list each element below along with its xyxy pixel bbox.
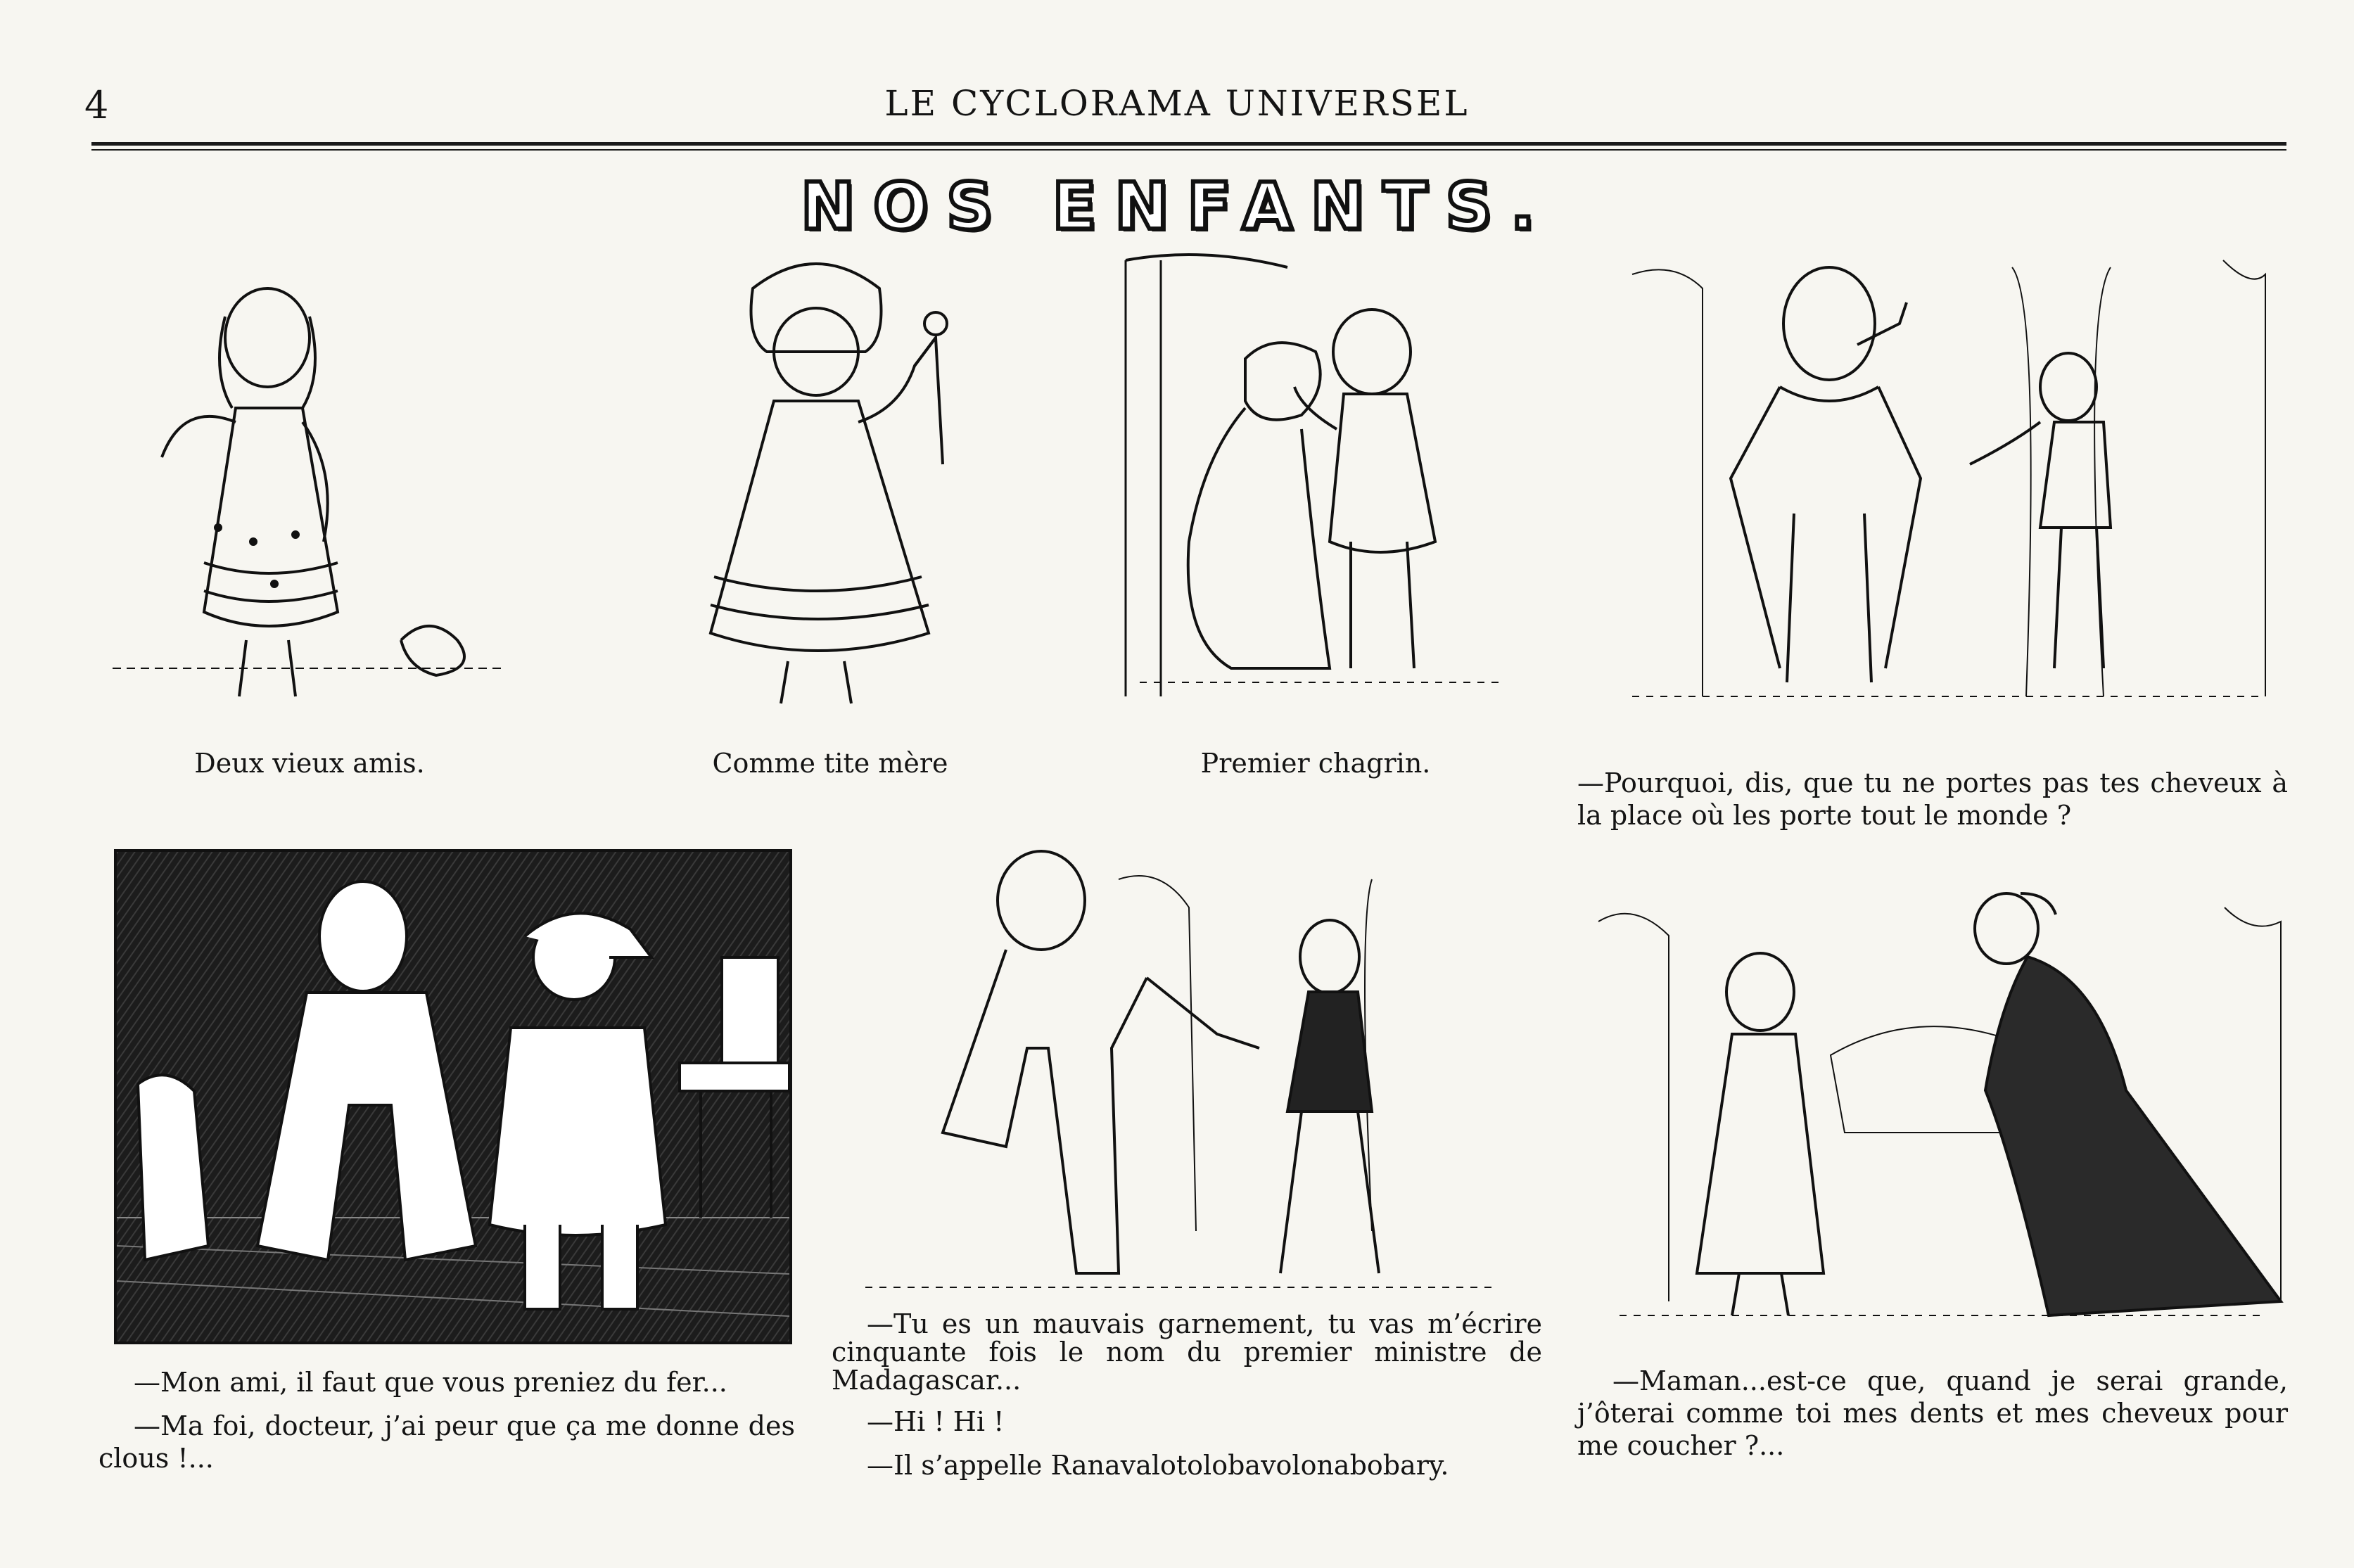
caption-maman-scene bbox=[1577, 1365, 2288, 1473]
illustration-girl-crying bbox=[98, 246, 521, 718]
caption-line: —Il s’appelle Ranavalotolobavolonabobary. bbox=[867, 1450, 1449, 1481]
caption-garnement-scene bbox=[832, 1310, 1542, 1493]
page-number: 4 bbox=[84, 83, 109, 127]
header-rule-thin bbox=[91, 149, 2286, 151]
caption-line: Comme tite mère bbox=[712, 748, 948, 779]
caption-girl-dog bbox=[1119, 747, 1513, 791]
caption-line: Premier chagrin. bbox=[1200, 748, 1431, 779]
page-title: NOS ENFANTS. bbox=[801, 169, 1553, 244]
header-rule bbox=[91, 142, 2286, 146]
running-head: LE CYCLORAMA UNIVERSEL bbox=[884, 83, 1470, 124]
caption-girl-lorgnette bbox=[633, 747, 1027, 791]
illustration-man-and-boy bbox=[1618, 246, 2279, 718]
illustration-doctor-scene bbox=[114, 849, 792, 1344]
caption-line: —Maman...est-ce que, quand je serai grande, j’ôterai comme toi mes dents et mes cheveux pour me coucher ?... bbox=[1577, 1365, 2288, 1461]
caption-doctor-scene bbox=[98, 1366, 795, 1486]
caption-man-and-boy bbox=[1577, 767, 2288, 843]
illustration-girl-dog bbox=[1119, 246, 1513, 718]
illustration-garnement-scene bbox=[865, 837, 1499, 1301]
caption-line: —Tu es un mauvais garnement, tu vas m’écrire cinquante fois le nom du premier ministre de Madagascar... bbox=[832, 1308, 1542, 1396]
caption-line: —Pourquoi, dis, que tu ne portes pas tes cheveux à la place où les porte tout le monde ? bbox=[1577, 767, 2288, 831]
caption-line: Deux vieux amis. bbox=[194, 748, 425, 779]
caption-line: —Ma foi, docteur, j’ai peur que ça me donne des clous !... bbox=[98, 1410, 795, 1474]
illustration-maman-scene bbox=[1591, 879, 2288, 1344]
caption-girl-crying bbox=[98, 747, 521, 791]
illustration-girl-lorgnette bbox=[633, 239, 1027, 718]
caption-line: —Hi ! Hi ! bbox=[867, 1406, 1005, 1437]
caption-line: —Mon ami, il faut que vous preniez du fer... bbox=[134, 1367, 727, 1398]
